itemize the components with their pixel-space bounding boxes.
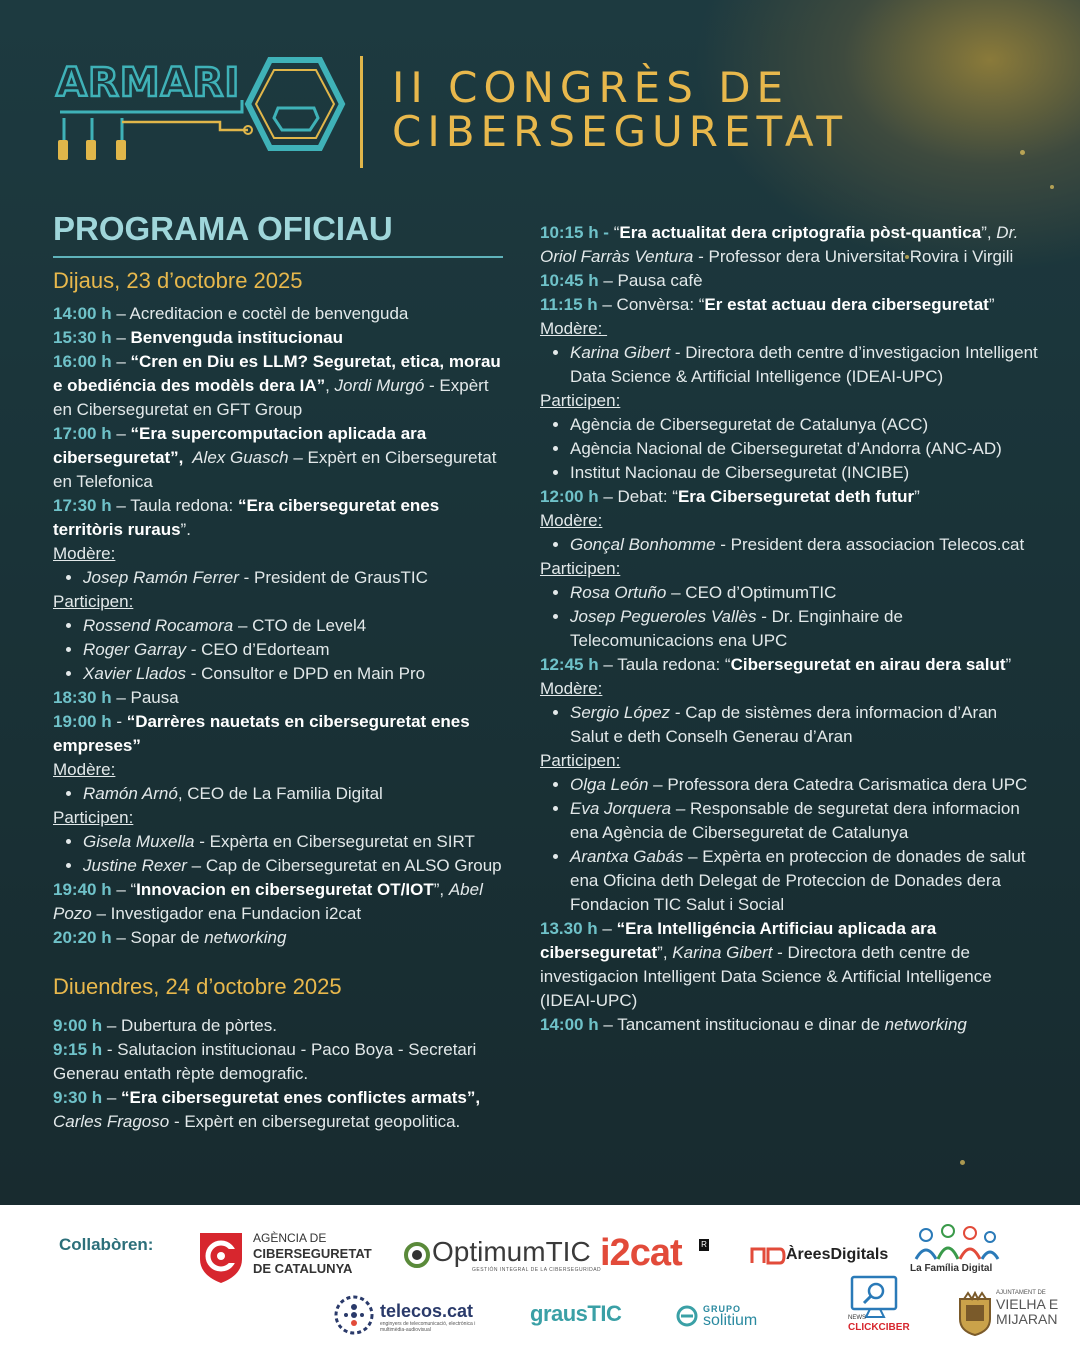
person-name: Josep Ramón Ferrer <box>83 568 239 587</box>
event-text: – Pausa cafè <box>598 271 703 290</box>
event-item <box>53 1038 503 1086</box>
congress-title <box>392 63 848 156</box>
event-sep: ”, <box>981 223 997 242</box>
acc-logo <box>253 1231 372 1276</box>
acc-line2: CIBERSEGURETAT <box>253 1246 372 1261</box>
list-item <box>570 773 1040 797</box>
list-item <box>570 581 1040 605</box>
telecos-logo <box>380 1301 480 1333</box>
event-title: “Era ciberseguretat enes territòris ruraus <box>53 496 440 539</box>
event-sep: ”, <box>433 880 449 899</box>
event-time: 19:00 h <box>53 712 112 731</box>
event-time: 14:00 h <box>540 1015 599 1034</box>
sponsors-footer <box>0 1205 1080 1350</box>
program-right-column <box>540 221 1040 1037</box>
event-time: 11:15 h <box>540 295 598 314</box>
speaker-name: Dr. Oriol Farràs Ventura <box>540 223 1019 266</box>
list-item <box>570 533 1040 557</box>
speaker-role: - Expèrt en Ciberseguretat en GFT Group <box>53 376 489 419</box>
speaker-name: Carles Fragoso <box>53 1112 170 1131</box>
person-role: - Expèrta en Ciberseguretat en SIRT <box>194 832 475 851</box>
moderator-label: Modère: <box>540 319 608 338</box>
solitium-logo <box>703 1303 757 1327</box>
person-name: Olga León <box>570 775 649 794</box>
participants-list <box>540 413 1040 485</box>
i2cat-logo: i2cat <box>600 1232 682 1274</box>
person-role: – CEO d’OptimumTIC <box>666 583 837 602</box>
moderator-list <box>540 533 1040 557</box>
person-name: Xavier Llados <box>83 664 187 683</box>
participants-list <box>53 830 503 878</box>
optimum-logo <box>432 1237 601 1273</box>
person-name: Justine Rexer <box>83 856 187 875</box>
event-time: 9:30 h <box>53 1088 103 1107</box>
moderator-label: Modère: <box>540 511 603 530</box>
solitium-icon <box>676 1305 698 1327</box>
moderator-list <box>540 701 1040 749</box>
person-role: - President dera associacion Telecos.cat <box>715 535 1025 554</box>
event-sep: “ <box>608 223 620 242</box>
person-name: Rossend Rocamora <box>83 616 234 635</box>
person-role: - CEO d’Edorteam <box>185 640 330 659</box>
program-title: PROGRAMA OFICIAU <box>53 208 503 258</box>
event-title: Ciberseguretat en airau dera salut <box>730 655 1006 674</box>
event-sep: ”. <box>180 520 191 539</box>
speaker-role: - Professor dera Universitat Rovira i Virgili <box>693 247 1014 266</box>
event-time: 15:30 h <box>53 328 112 347</box>
person-name: Gonçal Bonhomme <box>570 535 716 554</box>
list-item: • Institut Nacionau de Ciberseguretat (INCIBE) <box>570 461 1040 485</box>
event-time: 19:40 h <box>53 880 112 899</box>
vielha-line3: MIJARAN <box>996 1311 1058 1327</box>
armari-logo-icon <box>52 52 352 170</box>
optimum-ring-icon <box>403 1241 431 1269</box>
participants-label: Participen: <box>53 592 134 611</box>
person-name: Ramón Arnó <box>83 784 178 803</box>
header-divider <box>360 56 363 168</box>
event-item <box>540 221 1040 269</box>
event-title: “Cren en Diu es LLM? Seguretat, etica, morau e obediéncia des modèls dera IA” <box>53 352 501 395</box>
person-role: - Directora deth centre d’investigacion Intelligent Data Science & Artificial Intelligence (IDEAI-UPC) <box>570 343 1038 386</box>
telecos-name: telecos.cat <box>380 1301 474 1321</box>
event-sep: – <box>597 919 617 938</box>
event-title: “Era ciberseguretat enes conflictes armats”, <box>121 1088 481 1107</box>
event-title: Er estat actuau dera ciberseguretat <box>704 295 989 314</box>
moderator-list <box>53 782 503 806</box>
event-item <box>53 302 503 326</box>
event-item <box>53 926 503 950</box>
list-item: • Agència Nacional de Ciberseguretat d’Andorra (ANC-AD) <box>570 437 1040 461</box>
event-item <box>53 686 503 710</box>
event-sep: - <box>111 712 127 731</box>
event-italic: networking <box>204 928 287 947</box>
list-item <box>83 782 503 806</box>
telecos-subtitle: enginyers de telecomunicació, electrònica i multimèdia-audiovisual <box>380 1321 476 1333</box>
clickciber-line2: CLICKCIBER <box>848 1322 910 1333</box>
event-title: Era actualitat dera criptografia pòst-quantica <box>619 223 982 242</box>
person-role: - Consultor e DPD en Main Pro <box>186 664 426 683</box>
event-sep: – “ <box>111 880 137 899</box>
event-item <box>53 494 503 542</box>
event-text: – Taula redona: <box>111 496 238 515</box>
person-name: Gisela Muxella <box>83 832 195 851</box>
event-title: Innovacion en ciberseguretat OT/IOT <box>136 880 434 899</box>
person-role: – Cap de Ciberseguretat en ALSO Group <box>186 856 502 875</box>
header <box>52 52 1032 172</box>
event-item <box>540 293 1040 317</box>
person-name: Roger Garray <box>83 640 186 659</box>
list-item <box>83 614 503 638</box>
registered-icon: R <box>699 1239 709 1251</box>
person-name: Rosa Ortuño <box>570 583 667 602</box>
person-name: Josep Pegueroles Vallès <box>570 607 757 626</box>
participants-label: Participen: <box>540 751 621 770</box>
event-text: – Tancament institucionau e dinar de <box>598 1015 885 1034</box>
participants-label: Participen: <box>53 808 134 827</box>
congress-title-line1: II CONGRÈS DE <box>392 63 790 112</box>
event-sep: – <box>102 1088 122 1107</box>
event-time: 12:00 h <box>540 487 599 506</box>
solitium-line1: GRUPO <box>703 1304 742 1314</box>
vielha-line1: AJUNTAMENT DE <box>996 1290 1046 1296</box>
person-role: - Dr. Enginhaire de Telecomunicacions ena UPC <box>570 607 903 650</box>
event-time: 10:15 h - <box>540 223 609 242</box>
event-item <box>53 350 503 422</box>
list-item <box>83 662 503 686</box>
list-item <box>83 854 503 878</box>
participants-label: Participen: <box>540 391 621 410</box>
event-item <box>540 485 1040 509</box>
clickciber-line1: NEWS <box>848 1315 866 1321</box>
person-role: – Expèrta en proteccion de donades de salut ena Oficina deth Delegat de Proteccion de Donades dera Fondacion TIC Salut i Social <box>570 847 1026 914</box>
event-time: 20:20 h <box>53 928 112 947</box>
acc-line3: DE CATALUNYA <box>253 1261 353 1276</box>
person-role: – CTO de Level4 <box>233 616 367 635</box>
person-role: - President de GrausTIC <box>238 568 428 587</box>
event-text: - Salutacion institucionau - Paco Boya - Secretari Generau entath rèpte demografic. <box>53 1040 477 1083</box>
event-title: “Era Intelligéncia Artificiau aplicada ara ciberseguretat <box>540 919 937 962</box>
event-title: “Era supercomputacion aplicada ara ciberseguretat”, <box>53 424 427 467</box>
optimum-name: OptimumTIC <box>432 1236 591 1267</box>
list-item <box>83 830 503 854</box>
event-item <box>540 269 1040 293</box>
familia-logo: La Família Digital <box>910 1263 993 1274</box>
list-item <box>570 605 1040 653</box>
arees-icon <box>750 1245 786 1265</box>
event-time: 9:15 h <box>53 1040 103 1059</box>
person-name: Sergio López <box>570 703 671 722</box>
speaker-role: - Directora deth centre de investigacion Intelligent Data Science & Artificial Intelligence (IDEAI-UPC) <box>540 943 992 1010</box>
solitium-line2: solitium <box>703 1312 758 1329</box>
event-sep: ” <box>988 295 995 314</box>
familia-people-icon <box>912 1223 1002 1261</box>
person-role: - Cap de sistèmes dera informacion d’Aran Salut e deth Conselh Generau d’Aran <box>570 703 998 746</box>
moderator-label: Modère: <box>53 544 116 563</box>
event-sep: – <box>111 424 131 443</box>
event-item <box>540 653 1040 677</box>
event-title: “Darrères nauetats en ciberseguretat enes empreses” <box>53 712 470 755</box>
event-item <box>540 1013 1040 1037</box>
moderator-list <box>540 341 1040 389</box>
event-time: 17:30 h <box>53 496 112 515</box>
event-time: 12:45 h <box>540 655 599 674</box>
event-time: 10:45 h <box>540 271 599 290</box>
person-name: Karina Gibert <box>570 343 671 362</box>
moderator-label: Modère: <box>53 760 116 779</box>
vielha-line2: VIELHA E <box>996 1296 1059 1312</box>
logo-text: ARMARI <box>56 60 241 106</box>
speaker-role: - Expèrt en ciberseguretat geopolitica. <box>169 1112 461 1131</box>
speaker-name: Jordi Murgó <box>334 376 425 395</box>
event-sep: ” <box>1005 655 1012 674</box>
participants-list <box>540 581 1040 653</box>
event-sep: ”, <box>657 943 673 962</box>
person-name: Arantxa Gabás <box>570 847 684 866</box>
event-text: – Dubertura de pòrtes. <box>102 1016 277 1035</box>
event-time: 9:00 h <box>53 1016 103 1035</box>
event-sep: , <box>325 376 335 395</box>
event-sep: – <box>111 328 131 347</box>
clickciber-logo <box>848 1313 910 1333</box>
event-item <box>53 710 503 758</box>
participants-list <box>540 773 1040 917</box>
acc-shield-icon <box>196 1229 246 1285</box>
speaker-name: Alex Guasch <box>183 448 289 467</box>
event-item <box>53 1014 503 1038</box>
acc-line1: AGÈNCIA DE <box>253 1231 327 1245</box>
event-text: – Sopar de <box>111 928 205 947</box>
speaker-role: – Expèrt en Ciberseguretat en Telefonica <box>53 448 497 491</box>
bokeh-light <box>960 1160 965 1165</box>
speaker-name: Abel Pozo <box>53 880 483 923</box>
event-time: 18:30 h <box>53 688 112 707</box>
speaker-name: Karina Gibert <box>672 943 773 962</box>
list-item <box>570 701 1040 749</box>
participants-label: Participen: <box>540 559 621 578</box>
moderator-label: Modère: <box>540 679 603 698</box>
person-role: – Professora dera Catedra Carismatica dera UPC <box>648 775 1028 794</box>
collaborators-label: Collabòren: <box>59 1235 154 1254</box>
day2-heading: Diuendres, 24 d’octobre 2025 <box>53 974 342 999</box>
list-item <box>83 566 503 590</box>
event-text: – Debat: “ <box>598 487 678 506</box>
event-italic: networking <box>884 1015 967 1034</box>
event-time: 17:00 h <box>53 424 112 443</box>
vielha-logo <box>996 1289 1058 1327</box>
event-sep: ” <box>914 487 920 506</box>
person-name: Eva Jorquera <box>570 799 672 818</box>
program-left-column <box>53 208 503 1134</box>
list-item <box>570 341 1040 389</box>
event-text: – Pausa <box>111 688 179 707</box>
speaker-role: – Investigador ena Fundacion i2cat <box>91 904 362 923</box>
event-time: 14:00 h <box>53 304 112 323</box>
person-role: , CEO de La Familia Digital <box>177 784 383 803</box>
list-item <box>570 845 1040 917</box>
event-item <box>53 878 503 926</box>
list-item <box>83 638 503 662</box>
event-time: 13.30 h <box>540 919 598 938</box>
event-title: Era Ciberseguretat deth futur <box>677 487 915 506</box>
event-item <box>53 422 503 494</box>
participants-list <box>53 614 503 686</box>
bokeh-light <box>1050 185 1054 189</box>
moderator-list <box>53 566 503 590</box>
vielha-coat-of-arms-icon <box>956 1291 994 1337</box>
event-title: Benvenguda institucionau <box>130 328 344 347</box>
event-text: – Convèrsa: “ <box>597 295 705 314</box>
optimum-subtitle: GESTIÓN INTEGRAL DE LA CIBERSEGURIDAD <box>472 1267 602 1273</box>
person-role: – Responsable de seguretat dera informacion ena Agència de Ciberseguretat de Catalunya <box>570 799 1020 842</box>
arees-logo: ÀreesDigitals <box>786 1246 889 1263</box>
event-item <box>53 1086 503 1134</box>
event-item <box>540 917 1040 1013</box>
list-item <box>570 797 1040 845</box>
event-text: – Taula redona: “ <box>598 655 731 674</box>
day1-heading: Dijaus, 23 d’octobre 2025 <box>53 268 303 293</box>
event-item <box>53 326 503 350</box>
event-time: 16:00 h <box>53 352 112 371</box>
congress-title-line2: CIBERSEGURETAT <box>392 107 848 156</box>
event-sep: – <box>111 352 131 371</box>
event-text: – Acreditacion e coctèl de benvenguda <box>111 304 409 323</box>
telecos-icon <box>334 1295 374 1335</box>
graustic-logo: grausTIC <box>530 1301 622 1326</box>
list-item: • Agència de Ciberseguretat de Catalunya (ACC) <box>570 413 1040 437</box>
